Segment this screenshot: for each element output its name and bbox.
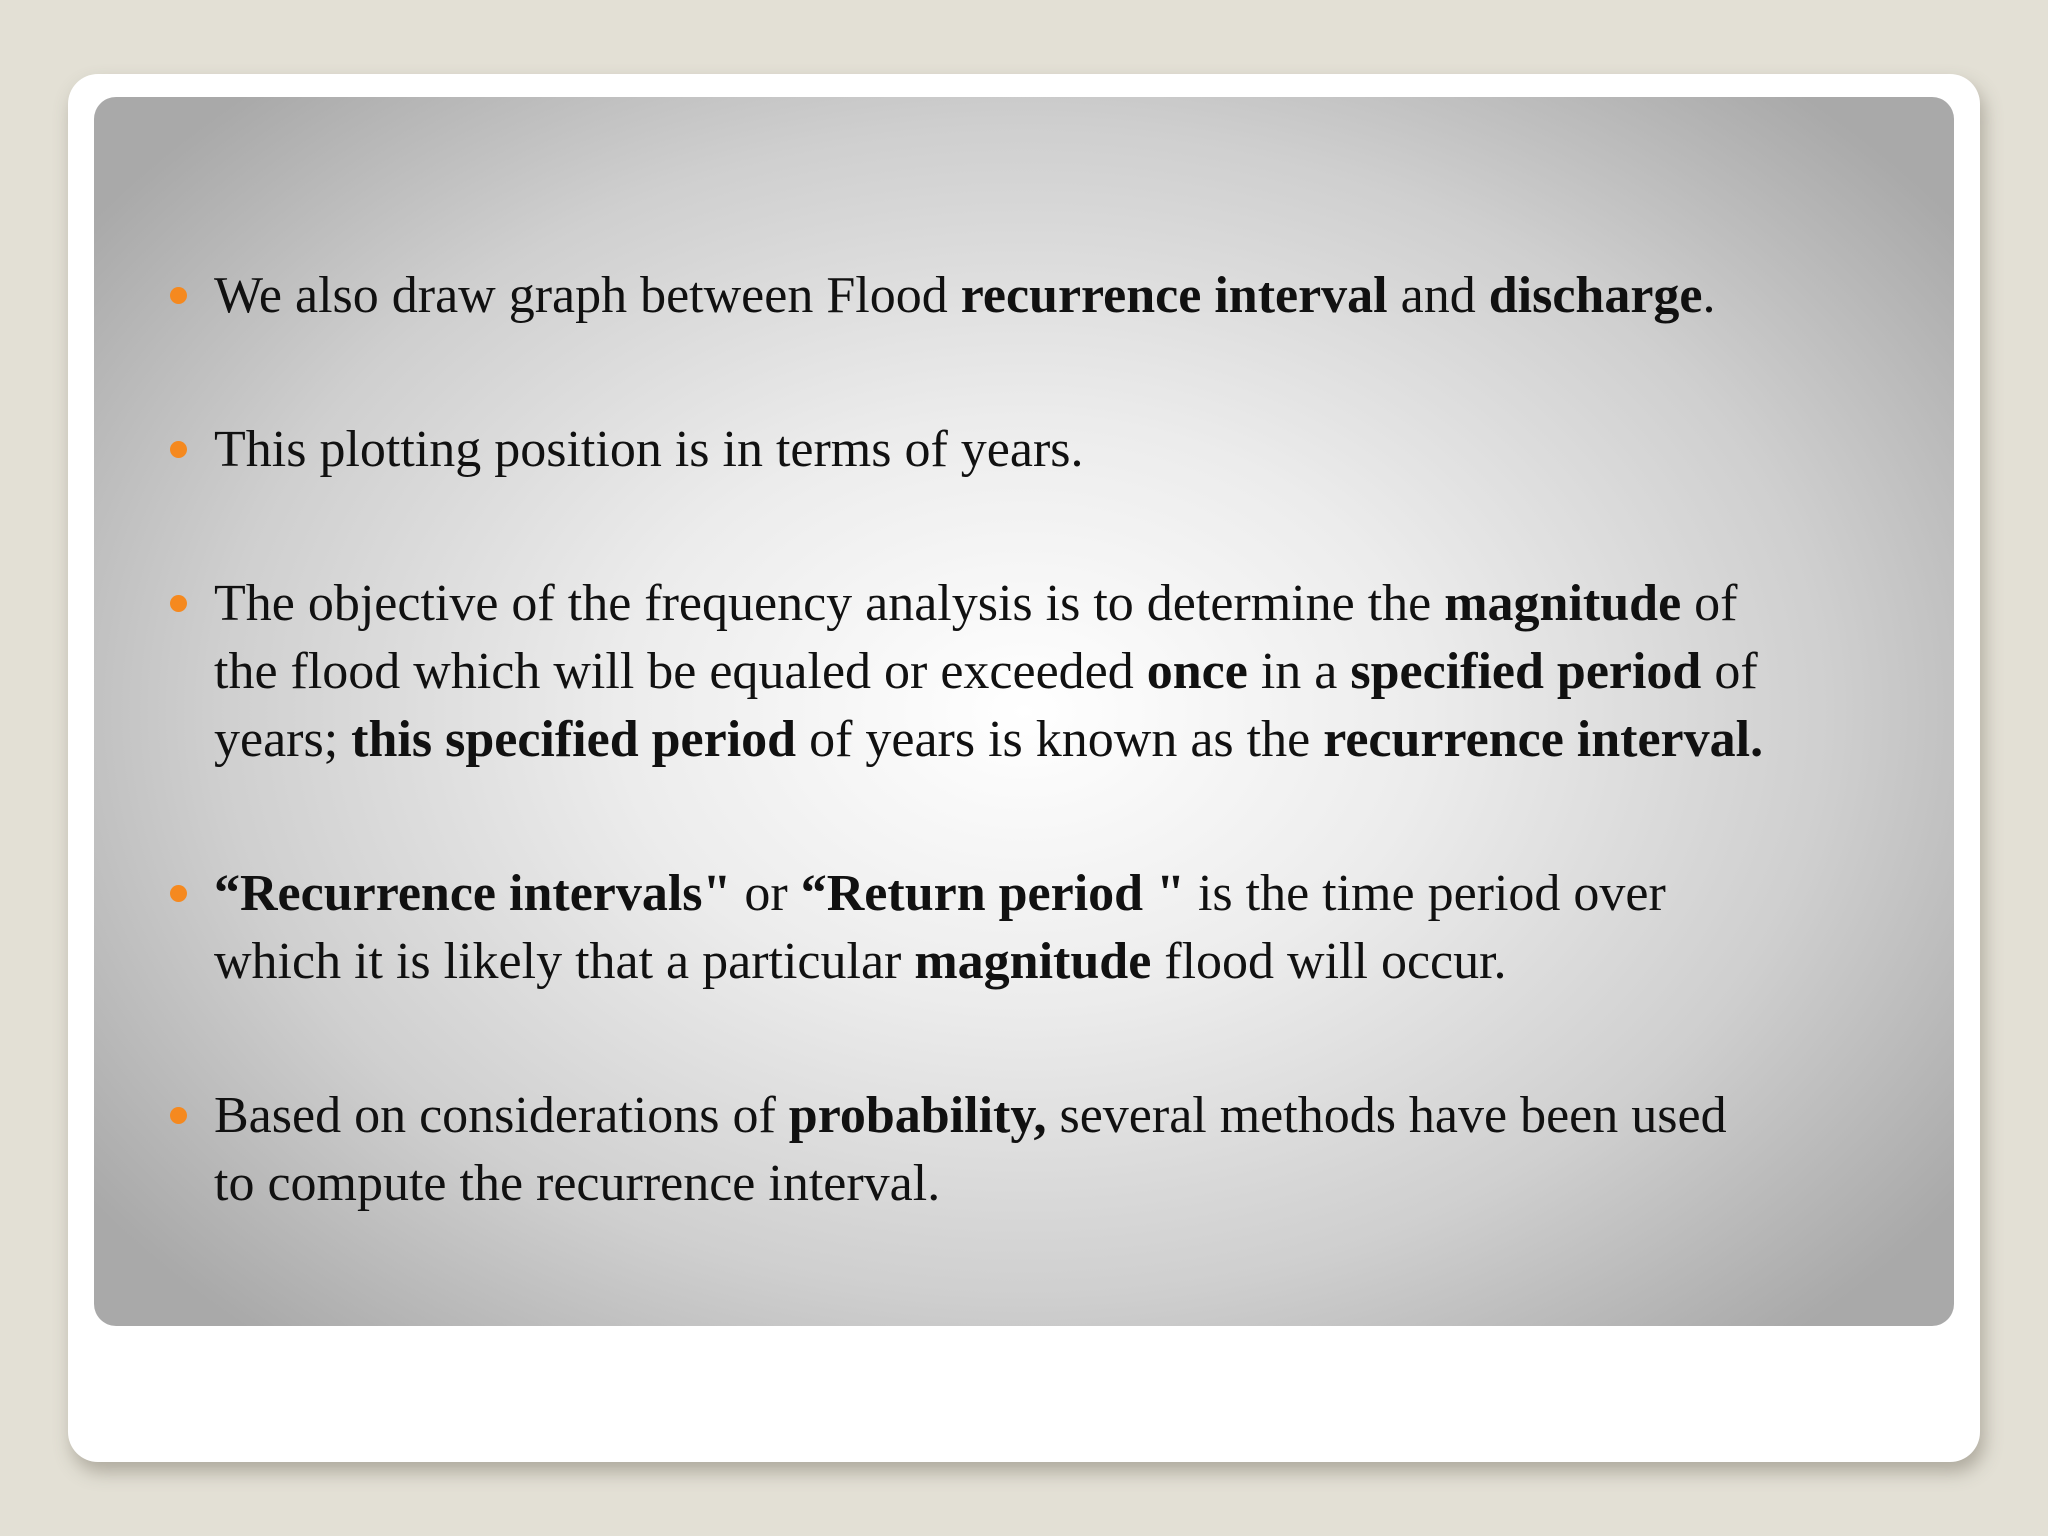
text-run: several methods have been used — [1046, 1087, 1727, 1144]
bullet-dot-icon — [170, 287, 187, 304]
bold-text-run: “Return period " — [800, 865, 1185, 922]
text-run: and — [1387, 267, 1489, 324]
bullet-dot-icon — [170, 441, 187, 458]
text-run: which it is likely that a particular — [214, 933, 915, 990]
text-run: in a — [1247, 643, 1351, 700]
bullet-text — [214, 570, 2014, 774]
text-run: or — [731, 865, 801, 922]
bullet-item — [214, 1082, 2014, 1218]
bullet-item — [214, 262, 2014, 330]
bullet-text — [214, 416, 2014, 484]
slide-content-panel — [94, 97, 1954, 1326]
bullet-item — [214, 570, 2014, 774]
text-run: . — [1702, 267, 1716, 324]
bold-text-run: specified period — [1350, 643, 1702, 700]
bullet-dot-icon — [170, 595, 187, 612]
bullet-list — [94, 97, 1954, 1326]
text-run: This plotting position is in terms of years. — [214, 421, 1084, 478]
bold-text-run: “Recurrence intervals" — [214, 865, 732, 922]
bullet-item — [214, 860, 2014, 996]
bold-text-run: magnitude — [1444, 575, 1682, 632]
text-run: of — [1701, 643, 1758, 700]
text-run: of years is known as the — [796, 711, 1324, 768]
bold-text-run: discharge — [1488, 267, 1703, 324]
bullet-dot-icon — [170, 885, 187, 902]
text-run: We also draw graph between Flood — [214, 267, 961, 324]
bold-text-run: once — [1146, 643, 1248, 700]
bold-text-run: recurrence interval — [960, 267, 1388, 324]
text-run: years; — [214, 711, 352, 768]
bold-text-run: magnitude — [914, 933, 1152, 990]
bullet-dot-icon — [170, 1107, 187, 1124]
bold-text-run: probability, — [788, 1087, 1047, 1144]
bold-text-run: this specified period — [351, 711, 797, 768]
text-run: the flood which will be equaled or exceeded — [214, 643, 1147, 700]
text-run: flood will occur. — [1151, 933, 1507, 990]
bullet-item — [214, 416, 2014, 484]
bullet-text — [214, 1082, 2014, 1218]
text-run: of — [1681, 575, 1738, 632]
text-run: The objective of the frequency analysis is to determine the — [214, 575, 1445, 632]
text-run: Based on considerations of — [214, 1087, 789, 1144]
bold-text-run: recurrence interval. — [1323, 711, 1764, 768]
text-run: is the time period over — [1184, 865, 1666, 922]
bullet-text — [214, 262, 2014, 330]
text-run: to compute the recurrence interval. — [214, 1155, 941, 1212]
bullet-text — [214, 860, 2014, 996]
